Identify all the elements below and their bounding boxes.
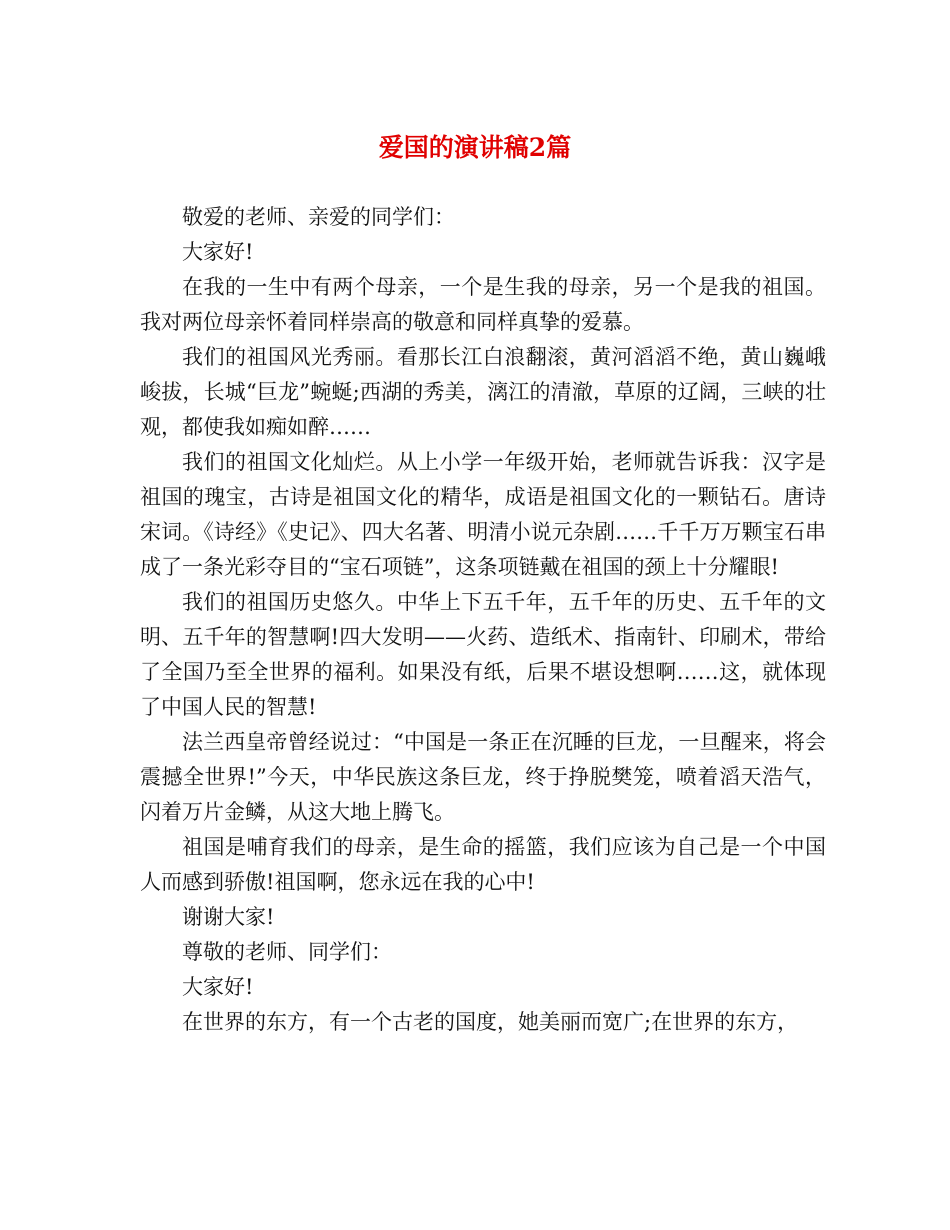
paragraph-dragon-quote: 法兰西皇帝曾经说过：“中国是一条正在沉睡的巨龙，一旦醒来，将会震撼全世界!”今天，中华民族这条巨龙，终于挣脱樊笼，喷着滔天浩气，闪着万片金鳞，从这大地上腾飞。: [140, 730, 826, 824]
page-title: 爱国的演讲稿2篇: [378, 133, 572, 162]
paragraph-culture: 我们的祖国文化灿烂。从上小学一年级开始，老师就告诉我：汉字是祖国的瑰宝，古诗是祖国文化的精华，成语是祖国文化的一颗钻石。唐诗宋词。《诗经》《史记》、四大名著、明清小说元杂剧……千千万万颗宝石串成了一条光彩夺目的“宝石项链”，这条项链戴在祖国的颈上十分耀眼!: [140, 450, 826, 579]
second-speech-opening: 在世界的东方，有一个古老的国度，她美丽而宽广;在世界的东方，: [182, 1010, 799, 1034]
closing-thanks: 谢谢大家!: [182, 905, 275, 929]
greeting: 大家好!: [182, 240, 254, 264]
second-speech-greeting: 大家好!: [182, 975, 254, 999]
second-speech-salutation: 尊敬的老师、同学们：: [182, 940, 392, 964]
paragraph-history: 我们的祖国历史悠久。中华上下五千年，五千年的历史、五千年的文明、五千年的智慧啊!四大发明——火药、造纸术、指南针、印刷术，带给了全国乃至全世界的福利。如果没有纸，后果不堪设想啊……这，就体现了中国人民的智慧!: [140, 590, 826, 719]
paragraph-two-mothers: 在我的一生中有两个母亲，一个是生我的母亲，另一个是我的祖国。我对两位母亲怀着同样崇高的敬意和同样真挚的爱慕。: [140, 275, 826, 334]
paragraph-motherland: 祖国是哺育我们的母亲，是生命的摇篮，我们应该为自己是一个中国人而感到骄傲!祖国啊，您永远在我的心中!: [140, 835, 826, 894]
paragraph-scenery: 我们的祖国风光秀丽。看那长江白浪翻滚，黄河滔滔不绝，黄山巍峨峻拔，长城“巨龙”蜿蜒;西湖的秀美，漓江的清澈，草原的辽阔，三峡的壮观，都使我如痴如醉……: [140, 345, 826, 439]
document-body: [140, 200, 826, 1040]
salutation: 敬爱的老师、亲爱的同学们：: [182, 205, 455, 229]
